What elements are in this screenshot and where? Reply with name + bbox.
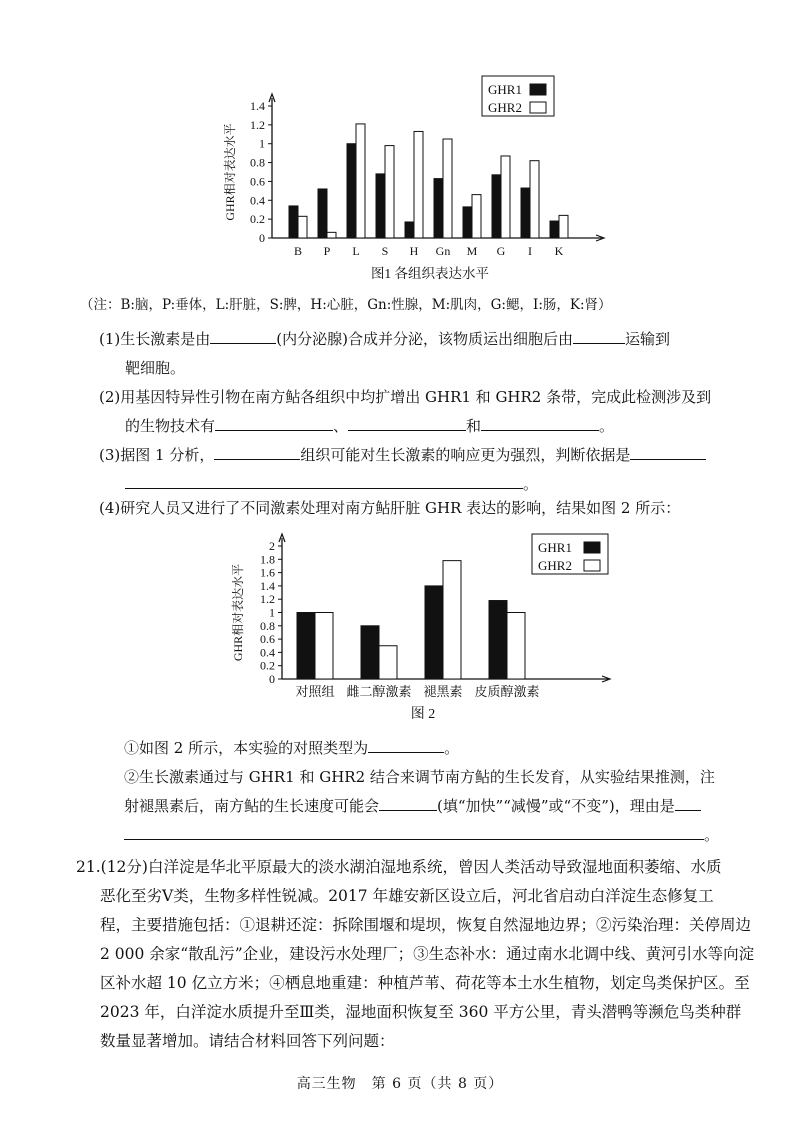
- bar-ghr2: [414, 131, 423, 238]
- bar-ghr2: [356, 124, 365, 238]
- q2-line-2: 的生物技术有 、 和 。: [99, 412, 711, 441]
- legend-swatch: [584, 542, 600, 553]
- q4-2-blank-1[interactable]: [379, 792, 437, 811]
- bar-ghr1: [297, 613, 315, 680]
- y-tick-label: 0.6: [250, 174, 265, 189]
- y-tick-label: 0: [259, 231, 265, 245]
- q4-1-line: ①如图 2 所示，本实验的对照类型为 。: [124, 734, 719, 763]
- legend-swatch: [530, 102, 546, 113]
- x-tick-label: 雌二醇激素: [346, 684, 412, 699]
- question-21: [76, 853, 754, 1056]
- y-tick-label: 0.4: [260, 645, 275, 660]
- x-tick-label: Gn: [435, 244, 451, 258]
- q3-blank-1[interactable]: [214, 441, 300, 460]
- q21-line-7: 数量显著增加。请结合材料回答下列问题：: [100, 1032, 395, 1050]
- bar-ghr1: [550, 221, 559, 238]
- x-tick-label: K: [554, 244, 564, 258]
- bar-ghr2: [472, 195, 481, 238]
- x-tick-label: S: [381, 244, 389, 258]
- bar-ghr2: [379, 646, 397, 679]
- x-tick-label: G: [496, 244, 506, 258]
- q4-2-line-2: 射褪黑素后，南方鲇的生长速度可能会 (填“加快”“减慢”或“不变”)，理由是: [124, 792, 719, 821]
- legend-label: GHR1: [488, 82, 522, 97]
- q4-2-blank-3[interactable]: [124, 821, 704, 840]
- y-tick-label: 0.6: [260, 632, 275, 647]
- y-tick-label: 1.4: [260, 578, 275, 593]
- question-4-intro: [99, 494, 680, 523]
- bar-ghr2: [443, 561, 461, 679]
- y-tick-label: 1: [259, 136, 265, 151]
- q21-line-4: 2 000 余家“散乱污”企业，建设污水处理厂；③生态补水：通过南水北调中线、黄河引水等向淀: [100, 945, 755, 963]
- chart-title: 图 2: [410, 707, 436, 722]
- q1-line-2: 靶细胞。: [125, 359, 186, 377]
- bar-ghr1: [489, 601, 507, 679]
- bar-ghr2: [298, 216, 307, 238]
- q3-blank-2[interactable]: [630, 441, 706, 460]
- y-tick-label: 0.4: [250, 193, 265, 208]
- legend-label: GHR2: [538, 558, 572, 573]
- x-tick-label: L: [352, 244, 360, 258]
- bar-ghr1: [361, 626, 379, 679]
- bar-ghr1: [347, 144, 356, 238]
- q1-blank-1[interactable]: [210, 325, 276, 344]
- legend-label: GHR2: [488, 100, 522, 115]
- y-tick-label: 1.2: [260, 592, 275, 607]
- q21-line-1: 21.(12分)白洋淀是华北平原最大的淡水湖泊湿地系统，曾因人类活动导致湿地面积萎缩、水质: [76, 858, 722, 876]
- q21-line-2: 恶化至劣Ⅴ类，生物多样性锐减。2017 年雄安新区设立后，河北省启动白洋淀生态修复工: [100, 887, 714, 905]
- q2-line: (2)用基因特异性引物在南方鲇各组织中均扩增出 GHR1 和 GHR2 条带，完成此检测涉及到: [99, 388, 712, 406]
- y-tick-label: 1: [269, 605, 275, 620]
- y-tick-label: 1.2: [250, 117, 265, 132]
- q3-blank-3[interactable]: [125, 470, 523, 489]
- q1-blank-2[interactable]: [573, 325, 625, 344]
- y-tick-label: 0.8: [260, 618, 275, 633]
- bar-ghr1: [434, 179, 443, 238]
- q4-2-line: ②生长激素通过与 GHR1 和 GHR2 结合来调节南方鲇的生长发育，从实验结果推测，注: [124, 768, 715, 786]
- q21-line-3: 程，主要措施包括：①退耕还淀：拆除围堰和堤坝，恢复自然湿地边界；②污染治理：关停周边: [100, 916, 752, 934]
- q4-line: (4)研究人员又进行了不同激素处理对南方鲇肝脏 GHR 表达的影响，结果如图 2 所示：: [99, 499, 681, 517]
- q4-1-blank[interactable]: [368, 734, 444, 753]
- bar-ghr2: [559, 215, 568, 238]
- q4-2-blank-2[interactable]: [675, 792, 701, 811]
- bar-ghr2: [443, 139, 452, 238]
- page-footer: 高三生物 第 6 页（共 8 页）: [296, 1076, 504, 1092]
- y-tick-label: 2: [269, 539, 275, 553]
- y-tick-label: 0.2: [260, 658, 275, 673]
- questions-1-4: [99, 325, 711, 499]
- bar-ghr1: [318, 189, 327, 238]
- bar-ghr1: [289, 206, 298, 238]
- x-tick-label: 褪黑素: [423, 684, 463, 699]
- x-tick-label: 对照组: [295, 684, 335, 699]
- bar-ghr1: [376, 174, 385, 238]
- q2-blank-1[interactable]: [215, 412, 333, 431]
- bar-ghr2: [315, 613, 333, 680]
- figure-1-note: [80, 291, 612, 320]
- note-text: （注：B:脑，P:垂体，L:肝脏，S:脾，H:心脏，Gn:性腺，M:肌肉，G:鳃，I:肠，K:肾）: [80, 297, 612, 313]
- bar-ghr1: [463, 207, 472, 238]
- y-tick-label: 0: [269, 672, 275, 686]
- legend-label: GHR1: [538, 540, 572, 555]
- q3-line-2: 。: [99, 470, 711, 499]
- bar-ghr2: [327, 232, 336, 238]
- x-tick-label: I: [528, 244, 532, 258]
- y-tick-label: 0.2: [250, 212, 265, 227]
- q21-line-6: 2023 年，白洋淀水质提升至Ⅲ类，湿地面积恢复至 360 平方公里，青头潜鸭等濒危鸟类种群: [100, 1003, 742, 1021]
- bar-ghr1: [521, 188, 530, 238]
- y-tick-label: 1.8: [260, 552, 275, 567]
- bar-ghr1: [425, 586, 443, 679]
- bar-ghr1: [492, 175, 501, 238]
- x-tick-label: P: [323, 244, 331, 258]
- legend-swatch: [530, 84, 546, 95]
- x-tick-label: M: [466, 244, 478, 258]
- y-tick-label: 1.4: [250, 99, 265, 113]
- bar-ghr2: [385, 146, 394, 238]
- y-tick-label: 0.8: [250, 155, 265, 170]
- x-tick-label: H: [409, 244, 419, 258]
- question-4-parts: [124, 734, 719, 850]
- figure-2: [228, 530, 618, 730]
- bar-ghr2: [501, 156, 510, 238]
- legend-swatch: [584, 560, 600, 571]
- bar-ghr2: [507, 613, 525, 680]
- bar-ghr2: [530, 161, 539, 238]
- bar-ghr1: [405, 222, 414, 238]
- figure-1: [220, 72, 610, 292]
- x-tick-label: B: [293, 244, 303, 258]
- q1-line: (1)生长激素是由 (内分泌腺)合成并分泌，该物质运出细胞后由 运输到: [99, 325, 711, 354]
- figure-2-chart: [228, 530, 618, 730]
- x-tick-label: 皮质醇激素: [474, 684, 540, 699]
- y-axis-label: GHR相对表达水平: [231, 563, 245, 662]
- q2-blank-2[interactable]: [348, 412, 466, 431]
- y-axis-label: GHR相对表达水平: [223, 123, 237, 221]
- q2-blank-3[interactable]: [481, 412, 599, 431]
- y-tick-label: 1.6: [260, 565, 275, 580]
- q3-line: (3)据图 1 分析， 组织可能对生长激素的响应更为强烈，判断依据是: [99, 441, 711, 470]
- chart-title: 图1 各组织表达水平: [370, 266, 490, 281]
- figure-1-chart: [220, 72, 610, 292]
- q21-line-5: 区补水超 10 亿立方米；④栖息地重建：种植芦苇、荷花等本土水生植物，划定鸟类保护区。至: [100, 974, 750, 992]
- q4-2-line-3: 。: [124, 821, 719, 850]
